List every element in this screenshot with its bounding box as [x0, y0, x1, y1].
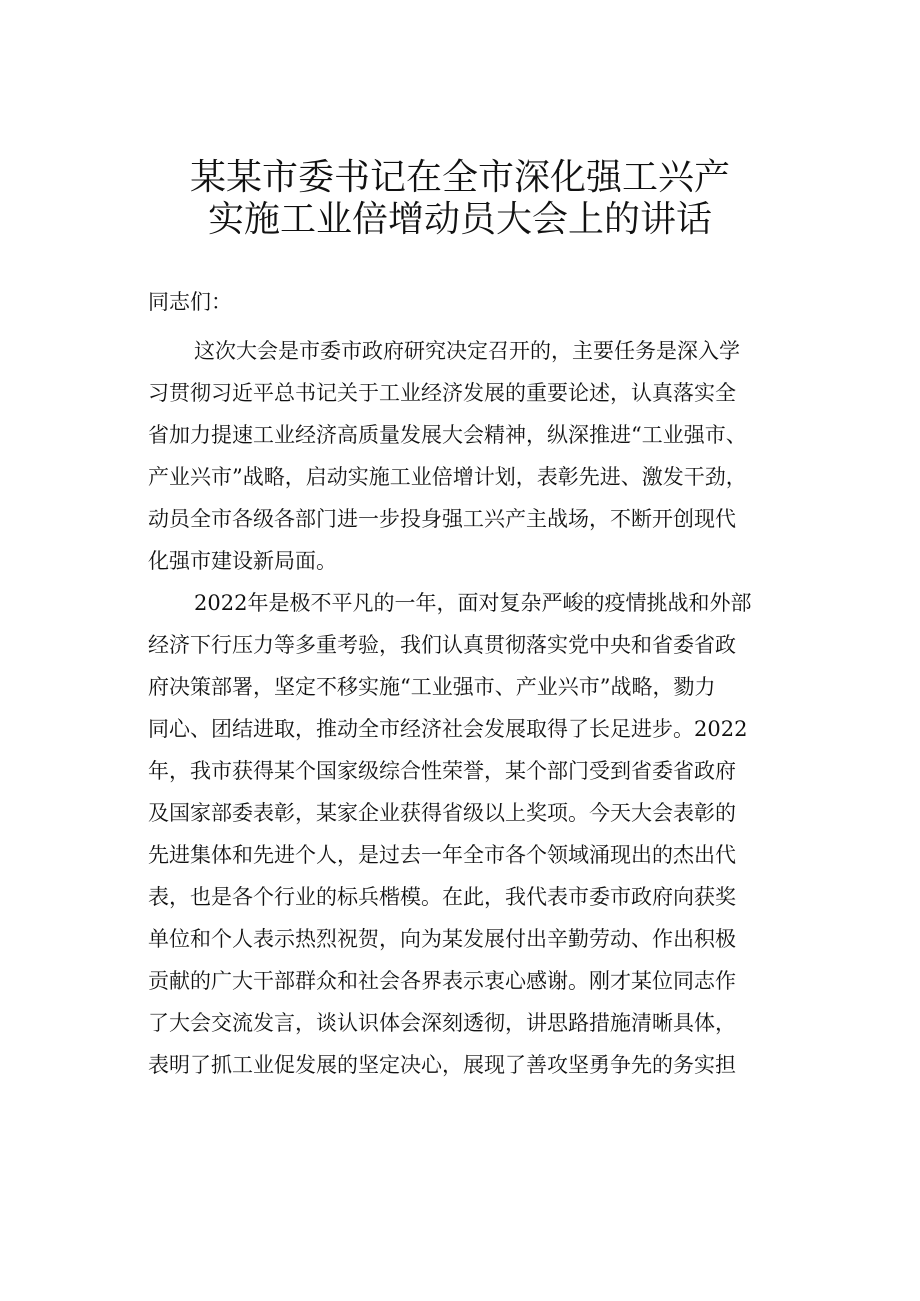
paragraph-line: 经济下行压力等多重考验，我们认真贯彻落实党中央和省委省政 [148, 633, 736, 657]
paragraph-line: 先进集体和先进个人，是过去一年全市各个领域涌现出的杰出代 [148, 843, 736, 867]
title-line-1: 某某市委书记在全市深化强工兴产 [189, 157, 730, 198]
paragraph-line: 府决策部署，坚定不移实施“工业强市、产业兴市”战略，勠力 [148, 675, 716, 699]
paragraph-line: 同心、团结进取，推动全市经济社会发展取得了长足进步。2022 [148, 717, 748, 741]
paragraph-line: 年，我市获得某个国家级综合性荣誉，某个部门受到省委省政府 [148, 759, 736, 783]
paragraph-line: 表，也是各个行业的标兵楷模。在此，我代表市委市政府向获奖 [148, 885, 736, 909]
title-line-2: 实施工业倍增动员大会上的讲话 [207, 199, 712, 240]
paragraph-line: 产业兴市”战略，启动实施工业倍增计划，表彰先进、激发干劲， [148, 465, 747, 489]
paragraph-line: 2022年是极不平凡的一年，面对复杂严峻的疫情挑战和外部 [194, 591, 752, 615]
paragraph-line: 表明了抓工业促发展的坚定决心，展现了善攻坚勇争先的务实担 [148, 1053, 736, 1077]
salutation: 同志们： [148, 290, 232, 314]
paragraph-line: 及国家部委表彰，某家企业获得省级以上奖项。今天大会表彰的 [148, 801, 736, 825]
paragraph-line: 省加力提速工业经济高质量发展大会精神，纵深推进“工业强市、 [148, 423, 747, 447]
paragraph-line: 了大会交流发言，谈认识体会深刻透彻，讲思路措施清晰具体， [148, 1011, 736, 1035]
paragraph-line: 这次大会是市委市政府研究决定召开的，主要任务是深入学 [194, 339, 740, 363]
paragraph-line: 习贯彻习近平总书记关于工业经济发展的重要论述，认真落实全 [148, 381, 736, 405]
paragraph-line: 贡献的广大干部群众和社会各界表示衷心感谢。刚才某位同志作 [148, 969, 736, 993]
paragraph-line: 化强市建设新局面。 [148, 549, 337, 573]
paragraph-line: 单位和个人表示热烈祝贺，向为某发展付出辛勤劳动、作出积极 [148, 927, 736, 951]
paragraph-line: 动员全市各级各部门进一步投身强工兴产主战场，不断开创现代 [148, 507, 736, 531]
